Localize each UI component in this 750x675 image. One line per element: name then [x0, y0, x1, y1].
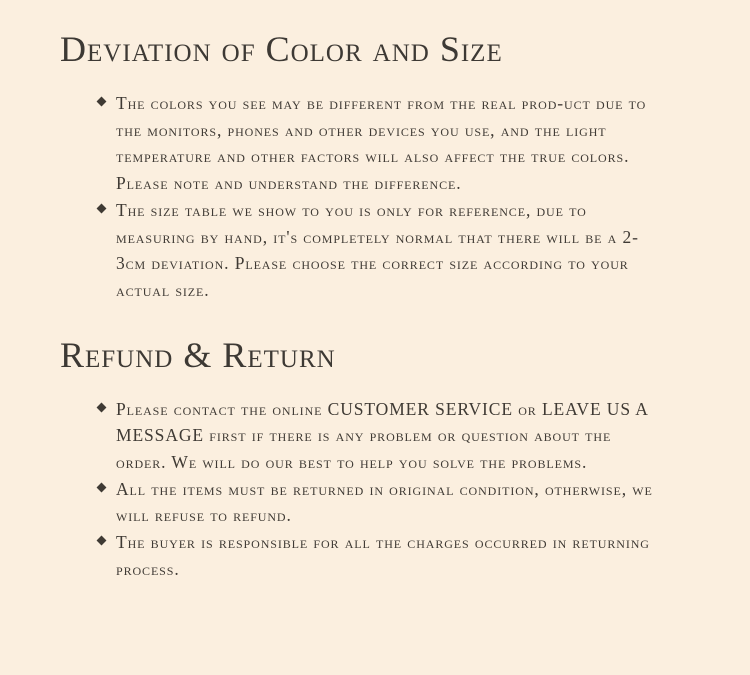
list-item-text: The size table we show to you is only for reference, due to measuring by hand, it's completely normal that there will be a 2-3cm deviation. Please choose the correct size according to your actual size. — [116, 199, 639, 300]
diamond-bullet-icon — [97, 203, 107, 213]
list-item — [96, 476, 656, 529]
list-item-text: The buyer is responsible for all the charges occurred in returning process. — [116, 532, 650, 579]
diamond-bullet-icon — [97, 536, 107, 546]
bullet-list — [60, 90, 656, 304]
diamond-bullet-icon — [97, 482, 107, 492]
section-title: Refund & Return — [60, 334, 336, 375]
diamond-bullet-icon — [97, 402, 107, 412]
section-refund-return — [60, 332, 750, 583]
list-item — [96, 396, 656, 476]
diamond-bullet-icon — [97, 97, 107, 107]
list-item-text: Please contact the online CUSTOMER SERVICE or LEAVE US A MESSAGE first if there is any problem or question about the order. We will do our best to help you solve the problems. — [116, 398, 648, 473]
list-item-text: The colors you see may be different from the real prod-uct due to the monitors, phones and other devices you use, and the light temperature and other factors will also affect the true colors. Please note and understand the difference. — [116, 93, 647, 194]
bullet-list — [60, 396, 656, 583]
list-item — [96, 197, 656, 304]
list-item — [96, 90, 656, 197]
list-item-text: All the items must be returned in original condition, otherwise, we will refuse to refund. — [116, 478, 653, 526]
list-item — [96, 529, 656, 582]
section-color-size — [60, 26, 750, 304]
section-title: Deviation of Color and Size — [60, 29, 503, 69]
